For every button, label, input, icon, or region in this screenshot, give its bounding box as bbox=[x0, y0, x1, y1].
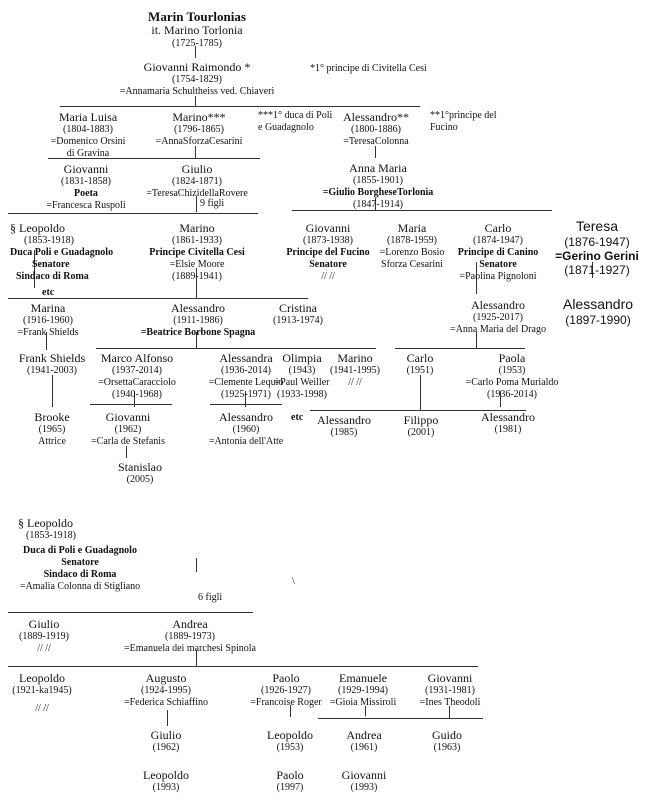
footnote-principe-fucino bbox=[430, 110, 496, 134]
extinct-marks: // // bbox=[321, 271, 335, 282]
life-years: (1960) bbox=[232, 424, 260, 435]
person-giovanni-1 bbox=[46, 162, 125, 212]
extinct-marks: // // bbox=[37, 643, 51, 654]
person-name: Marco Alfonso bbox=[100, 351, 174, 365]
life-years: (1873-1938) bbox=[303, 235, 353, 246]
person-leopoldo-b-titles bbox=[20, 545, 140, 593]
life-years: (1937-2014) bbox=[111, 365, 162, 376]
person-brooke bbox=[34, 410, 69, 448]
person-alessandra bbox=[209, 351, 284, 401]
life-years: (1924-1995) bbox=[140, 685, 191, 696]
life-years: (1876-1947) bbox=[564, 235, 630, 249]
spouse: =OrsettaCaracciolo bbox=[98, 377, 176, 388]
person-alessandro-6 bbox=[481, 410, 535, 436]
person-anna-maria bbox=[323, 161, 434, 211]
person-name: Guido bbox=[432, 728, 462, 742]
spouse-years: (1925-1971) bbox=[220, 389, 271, 400]
person-name: Carlo bbox=[406, 351, 434, 365]
spouse-years: (1936-2014) bbox=[486, 389, 537, 400]
life-years: (1931-1981) bbox=[424, 685, 475, 696]
extinct-marks: // // bbox=[35, 703, 49, 714]
person-marino-1 bbox=[156, 110, 243, 148]
person-alessandro-4 bbox=[209, 410, 283, 448]
life-years: (1962) bbox=[114, 424, 142, 435]
life-years: (1981) bbox=[494, 424, 522, 435]
person-name: Andrea bbox=[346, 728, 382, 742]
person-leopoldo-1 bbox=[10, 221, 113, 283]
life-years: (1943) bbox=[288, 365, 316, 376]
spouse: =Amalia Colonna di Stigliano bbox=[19, 581, 141, 592]
children-count: 6 figli bbox=[198, 592, 223, 603]
person-name: Giovanni bbox=[305, 221, 351, 235]
person-name: Filippo bbox=[403, 413, 439, 427]
person-teresa bbox=[555, 218, 639, 277]
spouse: =Clemente Lequio bbox=[208, 377, 284, 388]
title: Poeta bbox=[74, 188, 98, 199]
title: Principe Civitella Cesi bbox=[149, 247, 245, 258]
life-years: (1889-1973) bbox=[165, 631, 215, 642]
person-guido bbox=[432, 728, 462, 754]
person-name: Paola bbox=[498, 351, 526, 365]
life-years: (1913-1974) bbox=[273, 315, 323, 326]
spouse: =Francesca Ruspoli bbox=[46, 200, 126, 211]
spouse-years: (1847-1914) bbox=[353, 199, 403, 210]
person-maria-luisa bbox=[51, 110, 126, 160]
person-giovanni-3 bbox=[91, 410, 165, 448]
life-years: (1963) bbox=[433, 742, 461, 753]
spouse: =Carla de Stefanis bbox=[91, 436, 165, 447]
person-name: Alessandro bbox=[219, 410, 273, 424]
person-name: Anna Maria bbox=[349, 161, 407, 175]
person-alessandro-2 bbox=[141, 301, 256, 339]
person-marino-2 bbox=[149, 221, 245, 283]
life-years: (1941-1995) bbox=[330, 365, 380, 376]
person-olimpia bbox=[275, 351, 330, 401]
life-years: (1853-1918) bbox=[24, 235, 74, 246]
spouse: =Federica Schiaffino bbox=[123, 697, 209, 708]
title-1: Principe del Fucino bbox=[286, 247, 370, 258]
person-name: Marino*** bbox=[172, 110, 226, 124]
alternate-name: it. Marino Torlonia bbox=[151, 23, 243, 37]
spouse: =Gerino Gerini bbox=[555, 249, 639, 263]
spouse: =Elsie Moore bbox=[169, 259, 225, 270]
life-years: (1929-1994) bbox=[337, 685, 388, 696]
person-giovanni-4 bbox=[420, 671, 481, 709]
person-giulio-1 bbox=[146, 162, 248, 200]
spouse: =TeresaColonna bbox=[343, 136, 409, 147]
footnote-line-2: e Guadagnolo bbox=[258, 122, 314, 133]
life-years: (1824-1871) bbox=[172, 176, 222, 187]
title-2: Senatore bbox=[32, 259, 70, 270]
footnote-line-1: ***1° duca di Poli bbox=[258, 110, 333, 121]
spouse-line-2: Sforza Cesarini bbox=[381, 259, 443, 270]
spouse-years: (1871-1927) bbox=[564, 263, 630, 277]
life-years: (1953) bbox=[276, 742, 304, 753]
life-years: (1941-2003) bbox=[27, 365, 77, 376]
person-alessandro-3 bbox=[450, 298, 546, 336]
person-name: Giulio bbox=[181, 162, 213, 176]
life-years: (1961) bbox=[350, 742, 378, 753]
life-years: (2001) bbox=[407, 427, 435, 438]
life-years: (1911-1986) bbox=[173, 315, 223, 326]
person-name: Carlo bbox=[484, 221, 512, 235]
person-name: Giulio bbox=[28, 617, 60, 631]
stray-mark: \ bbox=[292, 576, 295, 587]
spouse: =Frank Shields bbox=[17, 327, 79, 338]
life-years: (1953) bbox=[498, 365, 526, 376]
life-years: (1855-1901) bbox=[353, 175, 403, 186]
person-alessandro-gerini bbox=[563, 296, 633, 327]
title: Attrice bbox=[38, 436, 66, 447]
person-paolo-1 bbox=[250, 671, 321, 709]
title-2: Senatore bbox=[479, 259, 517, 270]
person-name: Giovanni bbox=[341, 768, 387, 782]
title-2: Senatore bbox=[61, 557, 99, 568]
person-name: Leopoldo bbox=[19, 671, 65, 685]
person-giulio-b bbox=[19, 617, 69, 655]
spouse-line-2: di Gravina bbox=[66, 148, 110, 159]
person-cristina bbox=[273, 301, 323, 327]
life-years: (2005) bbox=[126, 474, 154, 485]
title-2: Senatore bbox=[309, 259, 347, 270]
title-1: Principe di Canino bbox=[457, 247, 539, 258]
person-alessandro-1 bbox=[343, 110, 409, 148]
spouse: =Francoise Roger bbox=[250, 697, 322, 708]
person-name: Frank Shields bbox=[18, 351, 86, 365]
person-marco-alfonso bbox=[98, 351, 176, 401]
title-1: Duca Poli e Guadagnolo bbox=[10, 247, 114, 258]
life-years: (1993) bbox=[152, 782, 180, 793]
person-name: Giulio bbox=[150, 728, 182, 742]
person-name: Alessandro bbox=[317, 413, 371, 427]
person-name: Andrea bbox=[172, 617, 208, 631]
person-filippo bbox=[404, 413, 439, 439]
life-years: (1916-1960) bbox=[22, 315, 73, 326]
title-3: Sindaco di Roma bbox=[43, 569, 117, 580]
spouse: =TeresaChizidellaRovere bbox=[146, 188, 248, 199]
spouse: =Domenico Orsini bbox=[50, 136, 126, 147]
spouse-years: (1940-1968) bbox=[111, 389, 162, 400]
person-maria-2 bbox=[380, 221, 445, 271]
spouse: =Gioia Missiroli bbox=[329, 697, 397, 708]
life-years: (1796-1865) bbox=[173, 124, 224, 135]
spouse: =Emanuela dei marchesi Spinola bbox=[124, 643, 256, 654]
person-name: Paolo bbox=[276, 768, 304, 782]
person-name: Alessandro bbox=[171, 301, 225, 315]
life-years: (1874-1947) bbox=[472, 235, 523, 246]
person-name: § Leopoldo bbox=[10, 221, 65, 235]
person-marina bbox=[18, 301, 79, 339]
person-name: Paolo bbox=[272, 671, 300, 685]
person-name: § Leopoldo bbox=[18, 516, 73, 530]
spouse: =Carlo Poma Murialdo bbox=[465, 377, 559, 388]
footnote-principe-civitella: *1° principe di Civitella Cesi bbox=[310, 63, 427, 74]
person-name: Alessandro** bbox=[343, 110, 409, 124]
person-name: Alessandra bbox=[219, 351, 273, 365]
children-count: 9 figli bbox=[200, 198, 225, 209]
person-name: Giovanni bbox=[105, 410, 151, 424]
life-years: (1861-1933) bbox=[171, 235, 222, 246]
person-name: Giovanni bbox=[427, 671, 473, 685]
footnote-line-1: **1°principe del bbox=[430, 110, 497, 121]
extinct-marks: // // bbox=[348, 377, 362, 388]
person-giovanni-5 bbox=[342, 768, 387, 794]
person-carlo-1 bbox=[458, 221, 539, 283]
person-alessandro-5 bbox=[317, 413, 371, 439]
person-marin-years bbox=[172, 38, 222, 50]
spouse: =Lorenzo Bosio bbox=[379, 247, 445, 258]
person-emanuele bbox=[330, 671, 396, 709]
life-years: (1725-1785) bbox=[172, 38, 222, 49]
person-paolo-2 bbox=[276, 768, 303, 794]
life-years: (1985) bbox=[330, 427, 358, 438]
person-andrea-2 bbox=[346, 728, 381, 754]
person-giovanni-raimondo bbox=[120, 60, 275, 98]
spouse: =Paolina Pignoloni bbox=[459, 271, 537, 282]
life-years: (1965) bbox=[38, 424, 66, 435]
footnote-duca-poli bbox=[258, 110, 332, 134]
person-name: Emanuele bbox=[339, 671, 387, 685]
person-augusto bbox=[124, 671, 208, 709]
life-years: (1804-1883) bbox=[62, 124, 113, 135]
person-name: Augusto bbox=[145, 671, 187, 685]
person-name: Marino bbox=[179, 221, 215, 235]
person-giovanni-2 bbox=[286, 221, 369, 283]
person-name: Marina bbox=[30, 301, 66, 315]
life-years: (1951) bbox=[406, 365, 434, 376]
spouse: =Beatrice Borbone Spagna bbox=[140, 327, 256, 338]
spouse: =Giulio BorgheseTorlonia bbox=[322, 187, 434, 198]
person-name: Leopoldo bbox=[143, 768, 189, 782]
life-years: (1993) bbox=[350, 782, 378, 793]
spouse: =Annamaria Schultheiss ved. Chiaveri bbox=[119, 86, 275, 97]
person-name: Giovanni bbox=[63, 162, 109, 176]
person-name: Maria Luisa bbox=[58, 110, 118, 124]
person-name: Alessandro bbox=[481, 410, 535, 424]
person-name: Giovanni Raimondo * bbox=[143, 60, 251, 74]
title-3: Sindaco di Roma bbox=[16, 271, 89, 282]
person-leopoldo-2 bbox=[12, 671, 71, 715]
person-name: Marin Tourlonias bbox=[148, 9, 246, 24]
etc-label: etc bbox=[291, 412, 304, 423]
person-marino-3 bbox=[330, 351, 380, 389]
person-frank-shields bbox=[19, 351, 85, 377]
life-years: (1926-1927) bbox=[261, 685, 311, 696]
life-years: (1889-1919) bbox=[19, 631, 69, 642]
person-name: Leopoldo bbox=[267, 728, 313, 742]
person-carlo-2 bbox=[407, 351, 434, 377]
person-name: Alessandro bbox=[562, 296, 634, 312]
life-years: (1853-1918) bbox=[26, 530, 76, 541]
title-1: Duca di Poli e Guadagnolo bbox=[23, 545, 137, 556]
person-leopoldo-3 bbox=[267, 728, 313, 754]
life-years: (1897-1990) bbox=[565, 313, 631, 327]
spouse: =Ines Theodoli bbox=[419, 697, 481, 708]
life-years: (1921-ka1945) bbox=[12, 685, 72, 696]
life-years: (1754-1829) bbox=[172, 74, 222, 85]
spouse: =Paul Weiller bbox=[274, 377, 330, 388]
person-giulio-2 bbox=[151, 728, 182, 754]
person-name: Teresa bbox=[575, 218, 619, 234]
person-name: Stanislao bbox=[118, 460, 162, 474]
spouse: =Antonia dell'Atte bbox=[208, 436, 284, 447]
person-marin-alt bbox=[151, 23, 242, 37]
person-name: Alessandro bbox=[470, 298, 525, 312]
life-years: (1962) bbox=[152, 742, 180, 753]
life-years: (1831-1858) bbox=[60, 176, 111, 187]
life-years: (1800-1886) bbox=[351, 124, 401, 135]
life-years: (1997) bbox=[276, 782, 304, 793]
spouse-years: (1933-1998) bbox=[276, 389, 327, 400]
person-name: Marino bbox=[337, 351, 373, 365]
person-andrea-b bbox=[124, 617, 256, 655]
person-paola bbox=[466, 351, 559, 401]
person-name: Cristina bbox=[279, 301, 317, 315]
person-stanislao bbox=[118, 460, 162, 486]
person-name: Olimpia bbox=[282, 351, 322, 365]
life-years: (1925-2017) bbox=[472, 312, 523, 323]
life-years: (1878-1959) bbox=[386, 235, 437, 246]
footnote-line-2: Fucino bbox=[430, 122, 458, 133]
spouse: =Anna Maria del Drago bbox=[450, 324, 546, 335]
person-marin bbox=[148, 9, 246, 24]
life-years: (1936-2014) bbox=[220, 365, 271, 376]
person-leopoldo-b bbox=[18, 516, 76, 542]
spouse: =AnnaSforzaCesarini bbox=[155, 136, 243, 147]
person-leopoldo-4 bbox=[143, 768, 189, 794]
person-name: Brooke bbox=[34, 410, 70, 424]
person-name: Maria bbox=[397, 221, 427, 235]
etc-label: etc bbox=[42, 287, 55, 298]
spouse-years: (1889-1941) bbox=[171, 271, 222, 282]
